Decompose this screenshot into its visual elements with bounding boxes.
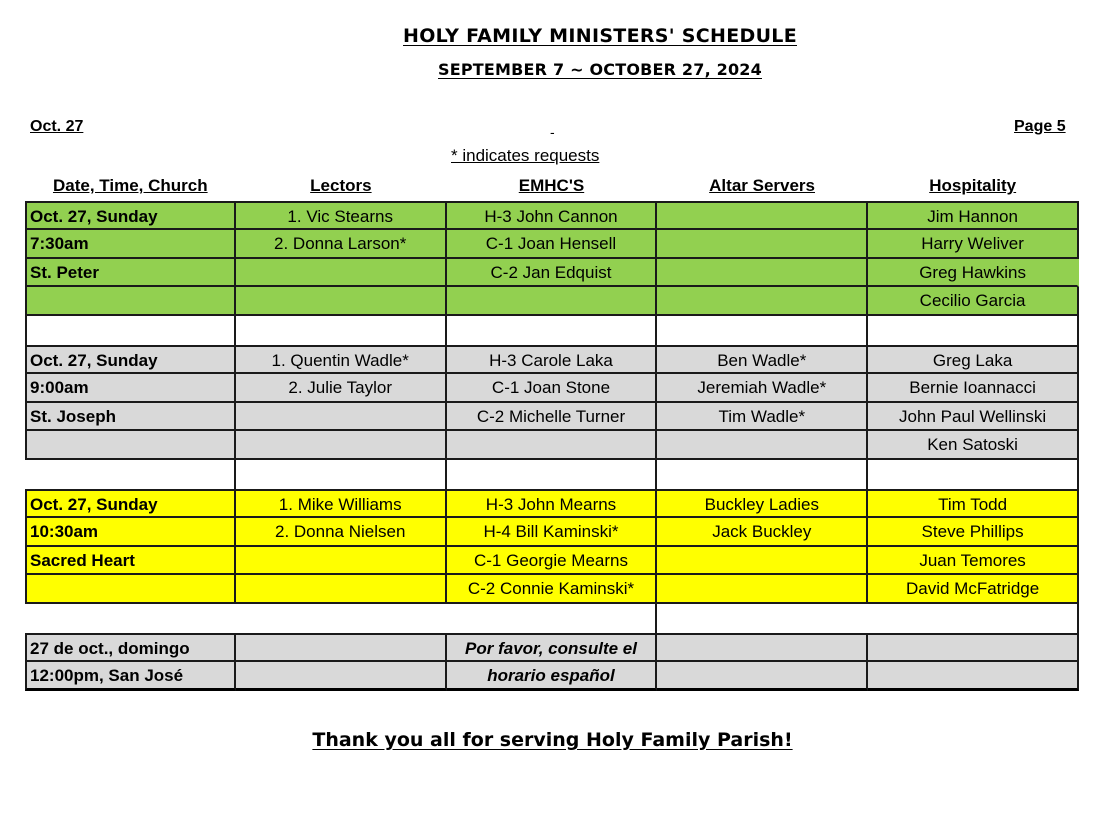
- empty-cell: [236, 604, 447, 633]
- empty-cell: [657, 316, 868, 345]
- table-cell-altar-server: Ben Wadle*: [657, 345, 868, 374]
- table-row: [25, 633, 1079, 662]
- schedule-table: [25, 201, 1079, 691]
- table-cell-emhc: [447, 431, 658, 460]
- table-cell-date: Oct. 27, Sunday: [25, 201, 236, 230]
- table-cell-date: 27 de oct., domingo: [25, 633, 236, 662]
- table-row: [25, 662, 1079, 691]
- table-cell-lector: 1. Mike Williams: [236, 489, 447, 518]
- table-cell-altar-server: Tim Wadle*: [657, 403, 868, 432]
- table-cell-date: 9:00am: [25, 374, 236, 403]
- schedule-title: HOLY FAMILY MINISTERS' SCHEDULE: [403, 25, 797, 47]
- empty-cell: [447, 604, 658, 633]
- table-cell-date: Oct. 27, Sunday: [25, 489, 236, 518]
- table-cell-altar-server: [657, 547, 868, 576]
- table-cell-lector: 1. Vic Stearns: [236, 201, 447, 230]
- table-cell-lector: 2. Donna Larson*: [236, 230, 447, 259]
- table-cell-altar-server: [657, 259, 868, 288]
- column-header-label: Hospitality: [929, 176, 1017, 195]
- table-cell-altar-server: Jack Buckley: [657, 518, 868, 547]
- table-cell-hospitality: Ken Satoski: [868, 431, 1079, 460]
- empty-cell: [657, 460, 868, 489]
- table-cell-altar-server: Buckley Ladies: [657, 489, 868, 518]
- table-cell-date: 12:00pm, San José: [25, 662, 236, 691]
- spacer-row: [25, 316, 1079, 345]
- table-row: [25, 489, 1079, 518]
- table-cell-altar-server: [657, 201, 868, 230]
- table-cell-lector: 2. Julie Taylor: [236, 374, 447, 403]
- empty-cell: [657, 604, 868, 633]
- empty-cell: [236, 316, 447, 345]
- table-cell-lector: [236, 633, 447, 662]
- table-cell-emhc: horario español: [447, 662, 658, 691]
- table-cell-emhc: C-2 Jan Edquist: [447, 259, 658, 288]
- spacer-row: [25, 460, 1079, 489]
- table-cell-hospitality: [868, 662, 1079, 691]
- table-cell-emhc: H-3 John Mearns: [447, 489, 658, 518]
- empty-cell: [868, 604, 1079, 633]
- table-cell-hospitality: Greg Hawkins: [868, 259, 1079, 288]
- table-cell-lector: 1. Quentin Wadle*: [236, 345, 447, 374]
- column-header-lectors: [236, 176, 447, 200]
- table-cell-hospitality: Jim Hannon: [868, 201, 1079, 230]
- table-cell-lector: [236, 431, 447, 460]
- table-cell-hospitality: Juan Temores: [868, 547, 1079, 576]
- table-row: [25, 374, 1079, 403]
- table-cell-hospitality: John Paul Wellinski: [868, 403, 1079, 432]
- column-header-date: [25, 176, 236, 200]
- table-row: [25, 345, 1079, 374]
- table-cell-altar-server: [657, 230, 868, 259]
- table-cell-date: [25, 287, 236, 316]
- table-cell-hospitality: Bernie Ioannacci: [868, 374, 1079, 403]
- table-cell-lector: 2. Donna Nielsen: [236, 518, 447, 547]
- column-headers: [25, 176, 1078, 200]
- table-row: [25, 575, 1079, 604]
- table-cell-emhc: H-3 John Cannon: [447, 201, 658, 230]
- column-header-label: Lectors: [310, 176, 372, 195]
- schedule-date-range: SEPTEMBER 7 ~ OCTOBER 27, 2024: [438, 60, 762, 79]
- table-cell-date: 7:30am: [25, 230, 236, 259]
- table-cell-lector: [236, 287, 447, 316]
- table-cell-lector: [236, 547, 447, 576]
- table-row: [25, 518, 1079, 547]
- empty-cell: [25, 460, 236, 489]
- empty-cell: [868, 316, 1079, 345]
- dash-mark: -: [550, 124, 555, 140]
- table-cell-emhc: C-1 Joan Stone: [447, 374, 658, 403]
- empty-cell: [25, 316, 236, 345]
- thank-you-message: Thank you all for serving Holy Family Parish!: [312, 729, 793, 751]
- table-cell-altar-server: [657, 287, 868, 316]
- column-header-label: EMHC'S: [518, 176, 585, 195]
- table-cell-lector: [236, 259, 447, 288]
- table-cell-hospitality: Harry Weliver: [868, 230, 1079, 259]
- table-cell-lector: [236, 662, 447, 691]
- table-cell-date: 10:30am: [25, 518, 236, 547]
- table-cell-date: St. Joseph: [25, 403, 236, 432]
- table-cell-date: [25, 575, 236, 604]
- empty-cell: [236, 460, 447, 489]
- table-cell-hospitality: Greg Laka: [868, 345, 1079, 374]
- table-cell-hospitality: David McFatridge: [868, 575, 1079, 604]
- table-cell-date: Oct. 27, Sunday: [25, 345, 236, 374]
- table-cell-hospitality: Steve Phillips: [868, 518, 1079, 547]
- empty-cell: [447, 460, 658, 489]
- column-header-emhcs: [446, 176, 657, 200]
- table-cell-emhc: H-3 Carole Laka: [447, 345, 658, 374]
- table-row: [25, 403, 1079, 432]
- table-cell-emhc: H-4 Bill Kaminski*: [447, 518, 658, 547]
- empty-cell: [447, 316, 658, 345]
- table-cell-lector: [236, 403, 447, 432]
- column-header-hospitality: [867, 176, 1078, 200]
- table-cell-altar-server: [657, 575, 868, 604]
- table-cell-hospitality: [868, 633, 1079, 662]
- table-cell-altar-server: [657, 633, 868, 662]
- empty-cell: [25, 604, 236, 633]
- table-cell-date: [25, 431, 236, 460]
- empty-cell: [868, 460, 1079, 489]
- table-row: [25, 547, 1079, 576]
- table-row: [25, 201, 1079, 230]
- column-header-label: Altar Servers: [709, 176, 815, 195]
- table-cell-altar-server: Jeremiah Wadle*: [657, 374, 868, 403]
- table-cell-date: Sacred Heart: [25, 547, 236, 576]
- column-header-label: Date, Time, Church: [52, 176, 208, 195]
- table-cell-emhc: C-2 Michelle Turner: [447, 403, 658, 432]
- table-row: [25, 431, 1079, 460]
- requests-note: * indicates requests: [451, 146, 600, 165]
- page-number: Page 5: [1014, 118, 1066, 135]
- table-cell-lector: [236, 575, 447, 604]
- table-cell-emhc: Por favor, consulte el: [447, 633, 658, 662]
- table-cell-altar-server: [657, 431, 868, 460]
- table-cell-emhc: C-2 Connie Kaminski*: [447, 575, 658, 604]
- page-date-label: Oct. 27: [30, 118, 84, 135]
- table-cell-emhc: [447, 287, 658, 316]
- column-header-altar-servers: [657, 176, 868, 200]
- table-cell-hospitality: Cecilio Garcia: [868, 287, 1079, 316]
- spacer-row: [25, 604, 1079, 633]
- table-cell-emhc: C-1 Georgie Mearns: [447, 547, 658, 576]
- table-cell-hospitality: Tim Todd: [868, 489, 1079, 518]
- table-row: [25, 230, 1079, 259]
- table-cell-date: St. Peter: [25, 259, 236, 288]
- table-cell-emhc: C-1 Joan Hensell: [447, 230, 658, 259]
- table-row: [25, 259, 1079, 288]
- table-cell-altar-server: [657, 662, 868, 691]
- table-row: [25, 287, 1079, 316]
